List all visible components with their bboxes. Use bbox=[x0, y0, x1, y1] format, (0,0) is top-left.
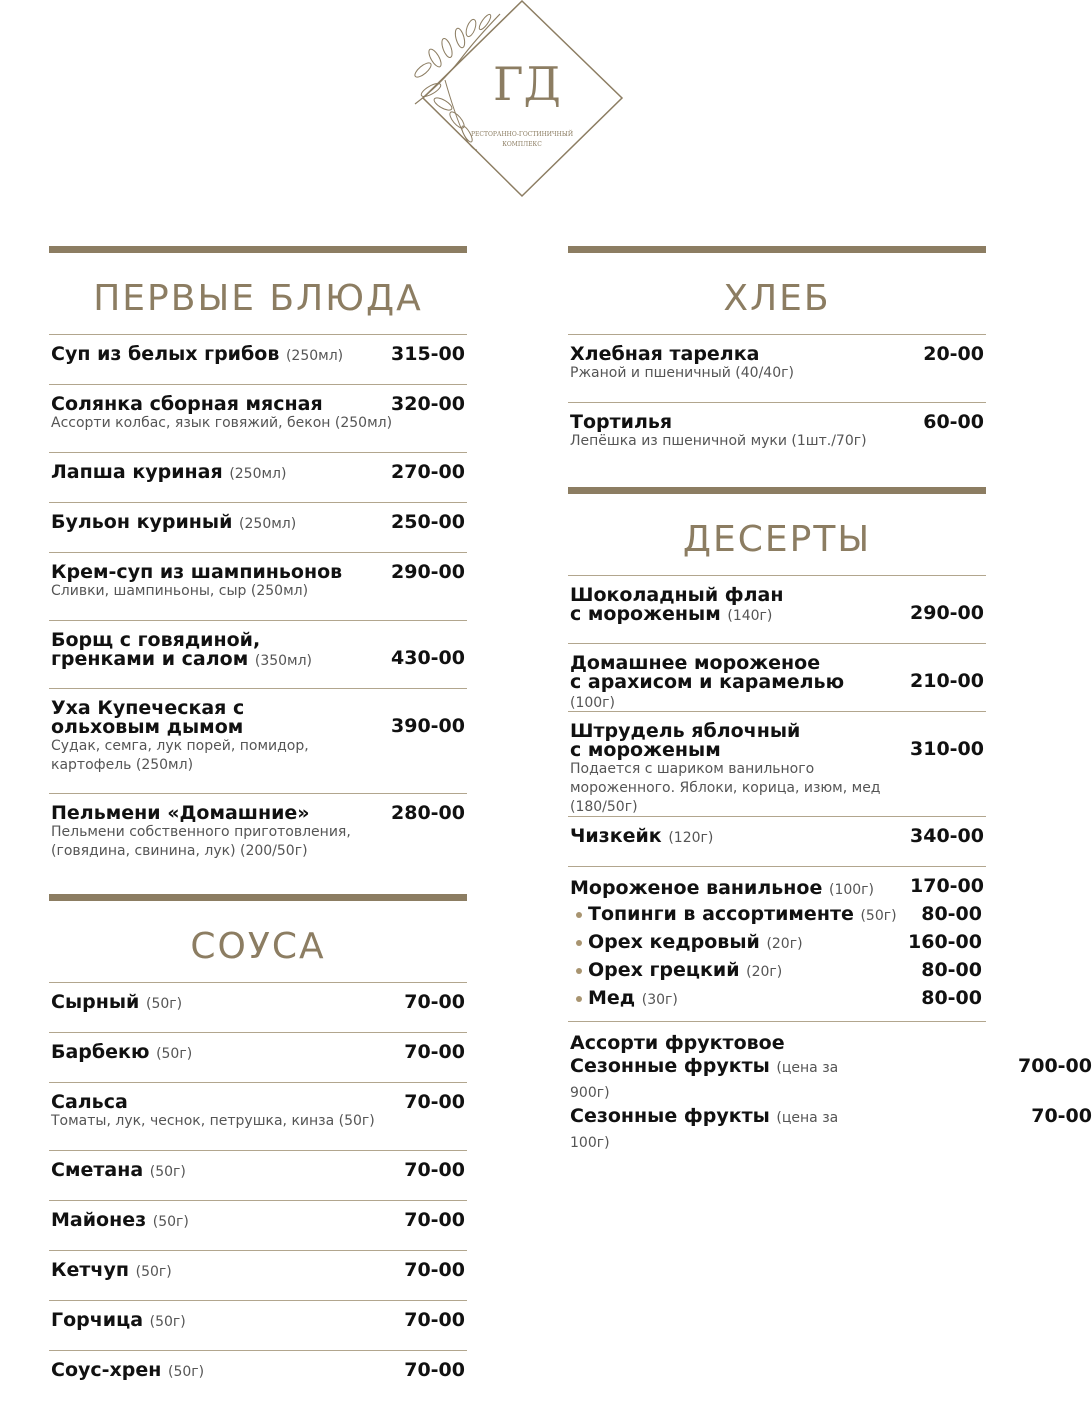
item-price: 170-00 bbox=[910, 875, 984, 897]
logo-emblem bbox=[405, 0, 630, 200]
menu-item bbox=[49, 983, 467, 1032]
item-price: 310-00 bbox=[910, 738, 984, 760]
logo-tagline-1: РЕСТОРАННО-ГОСТИНИЧНЫЙ bbox=[470, 131, 574, 138]
bullet-dot bbox=[576, 940, 582, 946]
menu-item bbox=[49, 1033, 467, 1082]
bullet-dot bbox=[576, 996, 582, 1002]
item-name: Барбекю (50г) bbox=[51, 1041, 193, 1063]
item-price: 250-00 bbox=[391, 511, 465, 533]
item-description: Подается с шариком ванильного мороженного. Яблоки, корица, изюм, мед (180/50г) bbox=[570, 761, 881, 815]
item-name: Лапша куриная (250мл) bbox=[51, 461, 287, 483]
menu-item bbox=[49, 689, 467, 793]
section-desserts bbox=[568, 487, 1092, 1151]
item-price: 270-00 bbox=[391, 461, 465, 483]
menu-item bbox=[49, 1201, 467, 1250]
item-price: 70-00 bbox=[404, 1359, 465, 1381]
item-name: Мороженое ванильное (100г) bbox=[570, 877, 875, 899]
addon-item: Орех грецкий (20г) 80-00 bbox=[570, 957, 984, 985]
item-description: Ассорти колбас, язык говяжий, бекон (250мл) bbox=[51, 415, 393, 431]
item-name: Домашнее мороженое bbox=[570, 652, 821, 674]
item-price: 700-00 bbox=[1018, 1055, 1092, 1077]
item-price: 430-00 bbox=[391, 647, 465, 669]
menu-item bbox=[49, 1083, 467, 1150]
right-column bbox=[568, 246, 1092, 1151]
logo-initials: ГД bbox=[493, 57, 561, 111]
item-price: 70-00 bbox=[404, 1209, 465, 1231]
menu-item bbox=[568, 576, 986, 643]
item-price: 70-00 bbox=[404, 1159, 465, 1181]
item-description: Ржаной и пшеничный (40/40г) bbox=[570, 365, 794, 381]
item-qty: (цена за 900г) bbox=[570, 1060, 839, 1101]
menu-item-ice-cream bbox=[568, 867, 986, 1021]
item-price: 290-00 bbox=[910, 602, 984, 624]
menu-item bbox=[49, 553, 467, 620]
item-name: Бульон куриный (250мл) bbox=[51, 511, 297, 533]
bullet-dot bbox=[576, 968, 582, 974]
item-name: Майонез (50г) bbox=[51, 1209, 189, 1231]
item-price: 80-00 bbox=[921, 959, 982, 981]
item-name: Пельмени «Домашние» bbox=[51, 802, 310, 824]
menu-item bbox=[49, 1301, 467, 1350]
item-qty: (20г) bbox=[746, 964, 783, 980]
item-qty: (50г) bbox=[156, 1046, 193, 1062]
menu-item bbox=[49, 794, 467, 894]
item-price: 340-00 bbox=[910, 825, 984, 847]
menu-item-fruit bbox=[568, 1022, 1092, 1151]
fruit-row: Сезонные фрукты (цена за 100г) 70-00 bbox=[570, 1105, 1092, 1151]
item-name: Чизкейк (120г) bbox=[570, 825, 714, 847]
item-qty: (100г) bbox=[570, 695, 616, 711]
item-price: 70-00 bbox=[1031, 1105, 1092, 1127]
menu-item bbox=[568, 335, 986, 402]
item-name: Крем-суп из шампиньонов bbox=[51, 561, 343, 583]
item-name: Сальса bbox=[51, 1091, 128, 1113]
addon-item: Орех кедровый (20г) 160-00 bbox=[570, 929, 984, 957]
item-name: Горчица (50г) bbox=[51, 1309, 186, 1331]
item-qty: (50г) bbox=[168, 1364, 205, 1380]
addon-item: Топинги в ассортименте (50г) 80-00 bbox=[570, 901, 984, 929]
item-qty: (50г) bbox=[860, 908, 897, 924]
item-price: 70-00 bbox=[404, 991, 465, 1013]
item-name: с арахисом и карамелью (100г) bbox=[570, 671, 845, 711]
item-qty: (50г) bbox=[149, 1314, 186, 1330]
item-qty: (140г) bbox=[727, 608, 773, 624]
section-title: ДЕСЕРТЫ bbox=[682, 519, 872, 560]
item-name: Борщ с говядиной, гренками и салом (350мл) bbox=[51, 629, 313, 670]
item-price: 70-00 bbox=[404, 1091, 465, 1113]
item-qty: (20г) bbox=[766, 936, 803, 952]
item-name: Штрудель яблочный bbox=[570, 720, 801, 742]
item-qty: (цена за 100г) bbox=[570, 1110, 839, 1151]
menu-item bbox=[568, 712, 986, 816]
item-qty: (50г) bbox=[135, 1264, 172, 1280]
section-divider-bar bbox=[49, 246, 467, 253]
fruit-row: Сезонные фрукты (цена за 900г) 700-00 bbox=[570, 1055, 1092, 1101]
section-bread bbox=[568, 246, 986, 487]
section-first-courses bbox=[49, 246, 467, 894]
item-price: 280-00 bbox=[391, 802, 465, 824]
item-name: Хлебная тарелка bbox=[570, 343, 760, 365]
item-name: Тортилья bbox=[570, 411, 673, 433]
item-price: 80-00 bbox=[921, 903, 982, 925]
addon-item: Мед (30г) 80-00 bbox=[570, 985, 984, 1013]
item-price: 80-00 bbox=[921, 987, 982, 1009]
menu-item bbox=[568, 403, 986, 487]
item-qty: (250мл) bbox=[239, 516, 297, 532]
item-name: Шоколадный флан bbox=[570, 584, 784, 606]
item-name: Солянка сборная мясная bbox=[51, 393, 323, 415]
item-qty: (120г) bbox=[668, 830, 714, 846]
section-divider-bar bbox=[49, 894, 467, 901]
item-qty: (350мл) bbox=[254, 653, 313, 669]
menu-item bbox=[49, 1251, 467, 1300]
item-description: Судак, семга, лук порей, помидор, картофель (250мл) bbox=[51, 738, 309, 773]
section-sauces bbox=[49, 894, 467, 1391]
menu-item bbox=[49, 503, 467, 552]
item-name: Ассорти фруктовое bbox=[570, 1032, 785, 1054]
menu-item bbox=[568, 644, 986, 711]
item-qty: (30г) bbox=[641, 992, 678, 1008]
menu-item bbox=[49, 1151, 467, 1200]
logo-tagline-2: КОМПЛЕКС bbox=[502, 141, 542, 148]
menu-item bbox=[49, 335, 467, 384]
item-qty: (250мл) bbox=[229, 466, 287, 482]
item-name: с мороженым (140г) bbox=[570, 603, 773, 625]
left-column bbox=[49, 246, 467, 1391]
item-name: Суп из белых грибов (250мл) bbox=[51, 343, 344, 365]
item-name: Сырный (50г) bbox=[51, 991, 183, 1013]
item-price: 210-00 bbox=[910, 670, 984, 692]
item-price: 70-00 bbox=[404, 1041, 465, 1063]
item-description: Пельмени собственного приготовления, (говядина, свинина, лук) (200/50г) bbox=[51, 824, 351, 859]
item-name: Соус-хрен (50г) bbox=[51, 1359, 205, 1381]
item-price: 70-00 bbox=[404, 1259, 465, 1281]
item-name: Кетчуп (50г) bbox=[51, 1259, 172, 1281]
menu-item bbox=[49, 621, 467, 688]
item-price: 70-00 bbox=[404, 1309, 465, 1331]
item-qty: (50г) bbox=[152, 1214, 189, 1230]
item-qty: (100г) bbox=[829, 882, 875, 898]
section-title: СОУСА bbox=[190, 926, 326, 967]
menu-item bbox=[568, 817, 986, 866]
item-price: 60-00 bbox=[923, 411, 984, 433]
section-divider-bar bbox=[568, 246, 986, 253]
item-description: Лепёшка из пшеничной муки (1шт./70г) bbox=[570, 433, 867, 449]
item-name: с мороженым bbox=[570, 739, 721, 761]
menu-item bbox=[49, 453, 467, 502]
section-title: ХЛЕБ bbox=[723, 278, 831, 319]
item-name: Уха Купеческая с ольховым дымом bbox=[51, 697, 245, 738]
item-price: 320-00 bbox=[391, 393, 465, 415]
item-description: Сливки, шампиньоны, сыр (250мл) bbox=[51, 583, 309, 599]
item-name: Сметана (50г) bbox=[51, 1159, 186, 1181]
item-qty: (50г) bbox=[149, 1164, 186, 1180]
item-price: 160-00 bbox=[908, 931, 982, 953]
item-description: Томаты, лук, чеснок, петрушка, кинза (50г) bbox=[51, 1113, 375, 1129]
item-price: 290-00 bbox=[391, 561, 465, 583]
menu-item bbox=[49, 1351, 467, 1391]
restaurant-logo bbox=[405, 0, 630, 200]
item-price: 20-00 bbox=[923, 343, 984, 365]
item-price: 315-00 bbox=[391, 343, 465, 365]
item-qty: (250мл) bbox=[285, 348, 344, 364]
section-divider-bar bbox=[568, 487, 986, 494]
item-qty: (50г) bbox=[145, 996, 183, 1012]
section-title: ПЕРВЫЕ БЛЮДА bbox=[93, 278, 423, 319]
menu-item bbox=[49, 385, 467, 452]
bullet-dot bbox=[576, 912, 582, 918]
item-price: 390-00 bbox=[391, 715, 465, 737]
